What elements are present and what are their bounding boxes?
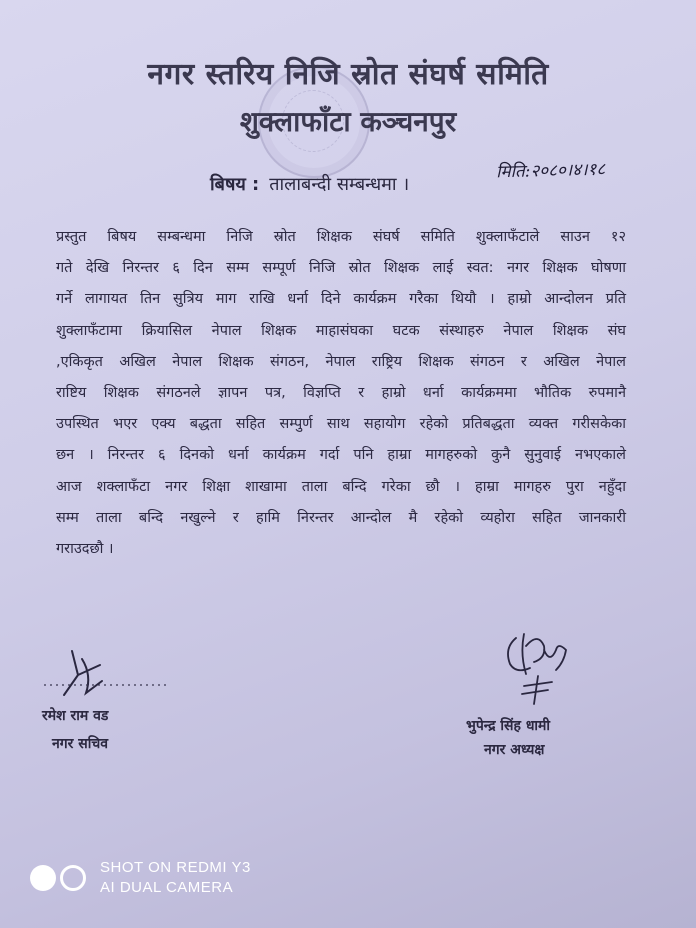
- letter-body: [56, 222, 626, 565]
- secretary-name: रमेश राम वड: [42, 708, 109, 724]
- body-line: राष्टिय शिक्षक संगठनले ज्ञापन पत्र, विज्ञप्ति र हाम्रो धर्ना कार्यक्रममा भौतिक रुपमानै: [56, 385, 626, 402]
- chairman-role: नगर अध्यक्ष: [484, 742, 545, 758]
- chairman-signature: [486, 624, 582, 710]
- body-line: प्रस्तुत बिषय सम्बन्धमा निजि स्रोत शिक्षक संघर्ष समिति शुक्लाफँटाले साउन १२: [56, 229, 626, 245]
- secretary-role: नगर सचिव: [52, 736, 109, 752]
- body-line: सम्म ताला बन्दि नखुल्ने र हामि निरन्तर आन्दोल मै रहेको व्यहोरा सहित जानकारी: [56, 509, 626, 526]
- body-line: उपस्थित भएर एक्य बद्धता सहित सम्पुर्ण साथ सहायोग रहेको प्रतिबद्धता व्यक्त गरीसकेका: [56, 416, 626, 433]
- camera-lens-dot: [30, 865, 56, 891]
- camera-lens-ring: [60, 865, 86, 891]
- body-line: शुक्लाफँटामा क्रियासिल नेपाल शिक्षक माहासंघका घटक संस्थाहरु नेपाल शिक्षक संघ: [56, 322, 626, 339]
- subject-label: बिषय :: [210, 174, 260, 195]
- secretary-signature: [42, 645, 172, 705]
- body-line: गते देखि निरन्तर ६ दिन सम्म सम्पूर्ण निजि स्रोत शिक्षक लाई स्वत: नगर शिक्षक घोषणा: [56, 260, 626, 277]
- body-line: आज शक्लाफँटा नगर शिक्षा शाखामा ताला बन्दि गरेका छौ । हाम्रा मागहरु पुरा नहुँदा: [56, 478, 626, 495]
- watermark-line1: SHOT ON REDMI Y3: [100, 859, 251, 876]
- body-line: छन । निरन्तर ६ दिनको धर्ना कार्यक्रम गर्दा पनि हाम्रा मागहरुको कुनै सुनुवाई नभएकाले: [56, 447, 626, 464]
- body-line: गर्ने लागायत तिन सुत्रिय माग राखि धर्ना दिने कार्यक्रम गरैका थियौ । हाम्रो आन्दोलन प्रति: [56, 291, 626, 308]
- body-line: ,एकिकृत अखिल नेपाल शिक्षक संगठन, नेपाल राष्ट्रिय शिक्षक संगठन र अखिल नेपाल: [56, 353, 626, 370]
- committee-location: शुक्लाफाँटा कञ्चनपुर: [239, 105, 457, 138]
- body-line: गराउदछौ ।: [56, 541, 114, 558]
- watermark-text: [100, 858, 251, 898]
- letter-date: मिति:२०८०।४।१८: [495, 159, 606, 183]
- subject-line: [210, 172, 409, 196]
- watermark-line2: AI DUAL CAMERA: [100, 879, 234, 896]
- committee-title: नगर स्तरिय निजि स्रोत संघर्ष समिति: [147, 57, 549, 92]
- chairman-name: भुपेन्द्र सिंह धामी: [466, 718, 551, 734]
- subject-text: तालाबन्दी सम्बन्धमा ।: [269, 174, 410, 195]
- dual-camera-icon: [30, 865, 86, 891]
- camera-watermark: [30, 858, 251, 898]
